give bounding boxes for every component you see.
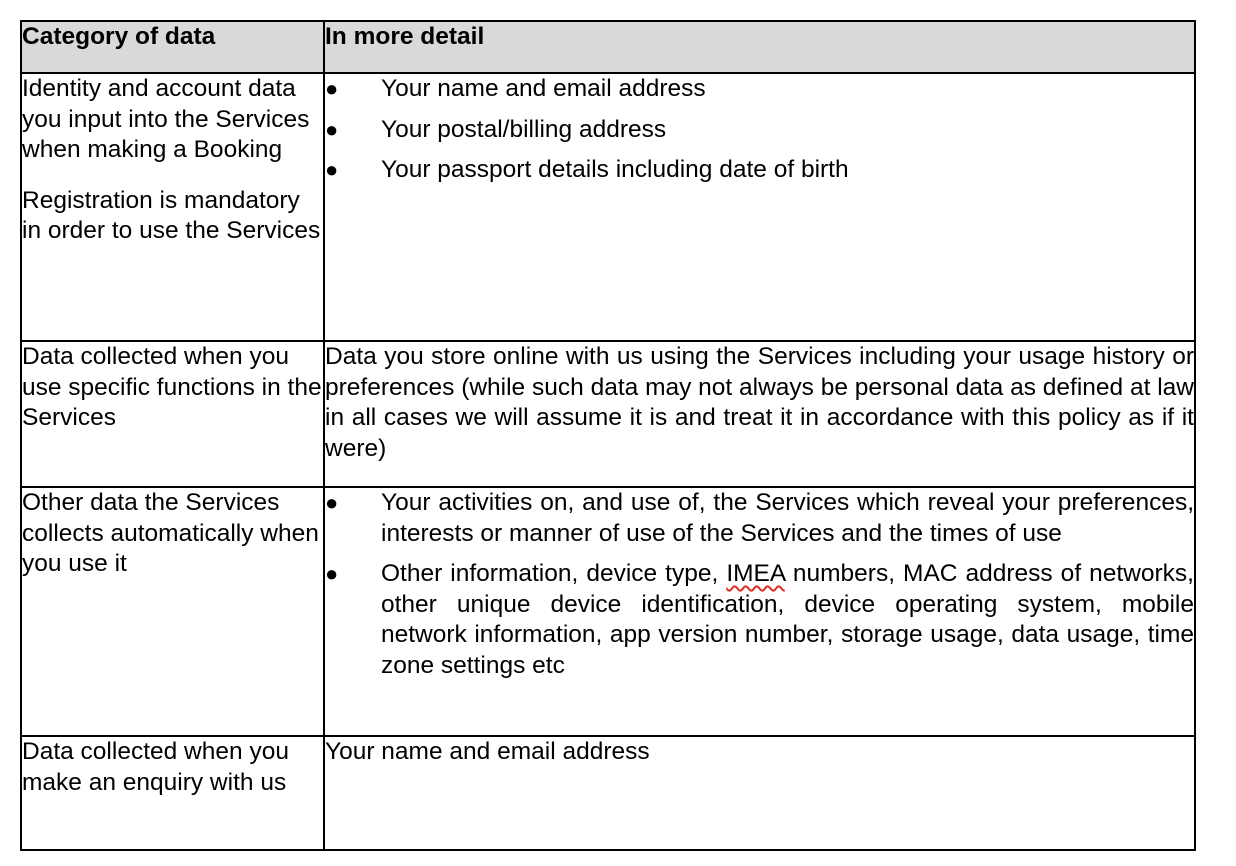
bullet-icon: ● <box>325 561 339 587</box>
spellcheck-flagged-word[interactable]: IMEA <box>726 560 785 588</box>
category-text: Data collected when you make an enquiry with us <box>22 738 289 796</box>
detail-cell <box>324 487 1195 736</box>
detail-text: Data you store online with us using the Services including your usage history or preferences (while such data may not always be personal data as defined at law in all cases we will assume it is and treat it in accordance with this policy as if it were) <box>325 343 1194 462</box>
table-header <box>21 21 1195 73</box>
detail-cell <box>324 73 1195 341</box>
data-categories-table <box>20 20 1196 851</box>
table-row <box>21 341 1195 487</box>
detail-cell <box>324 341 1195 487</box>
table-row <box>21 736 1195 850</box>
detail-list <box>325 74 1194 186</box>
bullet-icon: ● <box>325 490 339 515</box>
detail-cell <box>324 736 1195 850</box>
list-item <box>325 74 1194 105</box>
table-row <box>21 487 1195 736</box>
header-detail: In more detail <box>324 21 1195 73</box>
header-category: Category of data <box>21 21 324 73</box>
header-row <box>21 21 1195 73</box>
category-text: Other data the Services collects automatically when you use it <box>22 489 319 578</box>
bullet-icon: ● <box>325 116 339 142</box>
list-item-text: Your name and email address <box>381 75 706 102</box>
detail-list <box>325 488 1194 682</box>
bullet-icon: ● <box>325 76 339 101</box>
list-item <box>325 115 1194 146</box>
table-row <box>21 73 1195 341</box>
category-cell <box>21 487 324 736</box>
detail-text: Your name and email address <box>325 738 650 765</box>
category-cell <box>21 736 324 850</box>
list-item-text-end: numbers, MAC address of networks, other unique device identification, device operating system, mobile network information, app version number, storage usage, data usage, time zone settings etc <box>381 560 1194 679</box>
list-item-text: Your passport details including date of birth <box>381 156 849 184</box>
list-item-text-start: Other information, device type, <box>381 560 727 588</box>
category-cell <box>21 73 324 341</box>
bullet-icon: ● <box>325 157 339 183</box>
list-item <box>325 559 1194 681</box>
list-item-text: Your activities on, and use of, the Services which reveal your preferences, interests or manner of use of the Services and the times of use <box>381 489 1194 547</box>
category-text: Identity and account data you input into the Services when making a Booking <box>22 75 310 164</box>
list-item-text: Your postal/billing address <box>381 115 667 143</box>
list-item <box>325 488 1194 549</box>
list-item <box>325 155 1194 186</box>
category-note: Registration is mandatory in order to use the Services <box>22 186 321 245</box>
category-cell <box>21 341 324 487</box>
category-text: Data collected when you use specific functions in the Services <box>22 343 322 432</box>
